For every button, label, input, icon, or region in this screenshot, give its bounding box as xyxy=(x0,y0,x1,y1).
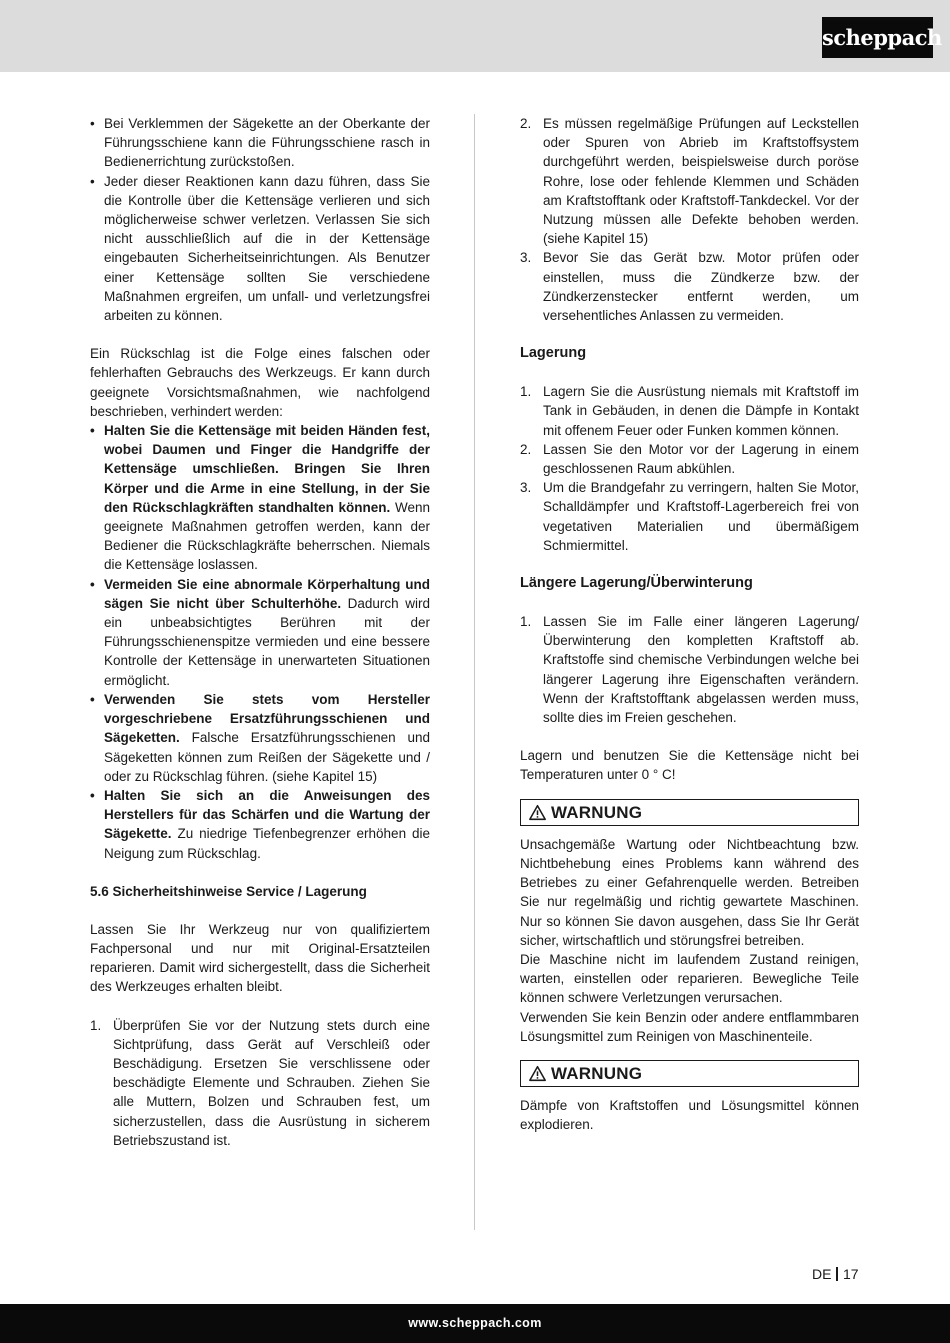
kickback-intro: Ein Rückschlag ist die Folge eines falschen oder fehlerhaften Gebrauchs des Werkzeugs. Er kann durch geeignete Vorsichtsmaßnahmen, wie nachfolgend beschrieben, verhindert werden: xyxy=(90,346,430,419)
warning-box xyxy=(520,1060,859,1087)
warning-text: Verwenden Sie kein Benzin oder andere entflammbaren Lösungsmittel zum Reinigen von Maschinenteile. xyxy=(520,1009,859,1044)
service-list xyxy=(90,1016,430,1150)
kickback-measures-list xyxy=(90,421,430,863)
warning-text: Unsachgemäße Wartung oder Nichtbeachtung bzw. Nichtbehebung eines Problems kann während des Betriebes zu einer Gefahrenquelle werden. Betreiben Sie nur regelmäßig und richtig gewartete Maschinen. Nur so können Sie davon ausgehen, dass Sie Ihr Gerät sicher, wirtschaftlich und störungsfrei betreiben. xyxy=(520,836,859,948)
bullet-text: Wenn geeignete Maßnahmen getroffen werden, kann der Bediener die Rückschlagkräfte beherrschen. Niemals die Kettensäge loslassen. xyxy=(104,499,430,573)
list-item xyxy=(90,1016,430,1150)
warning-text: Die Maschine nicht im laufendem Zustand reinigen, warten, einstellen oder reparieren. Bewegliche Teile können schwere Verletzungen verursachen. xyxy=(520,951,859,1006)
list-item xyxy=(520,114,859,248)
list-item: • Jeder dieser Reaktionen kann dazu führen, dass Sie die Kontrolle über die Kettensäge verlieren und sich möglicherweise schwer verletzen. Verlassen Sie sich nicht ausschließlich auf die in der Kettensäge eingebauten Sicherheitseinrichtungen. Als Benutzer einer Kettensäge sollten Sie verschiedene Maßnahmen ergreifen, um unfall- und verletzungsfrei arbeiten zu können. xyxy=(90,172,430,326)
list-item xyxy=(90,786,430,863)
page-language: DE xyxy=(812,1266,832,1282)
item-number: 1. xyxy=(520,614,532,630)
bullet-text: Falsche Ersatzführungsschienen und Sägeketten können zum Reißen der Sägekette und / oder zu Rückschlag führen. (siehe Kapitel 15) xyxy=(104,730,430,784)
longterm-storage-list xyxy=(520,612,859,727)
list-item xyxy=(520,382,859,440)
bullet-text: Zu niedrige Tiefenbegrenzer erhöhen die Neigung zum Rückschlag. xyxy=(104,826,430,861)
item-number: 3. xyxy=(520,250,532,266)
list-item xyxy=(90,575,430,690)
warning-triangle-icon xyxy=(529,804,546,821)
page-number-separator xyxy=(836,1267,838,1281)
warning-title: WARNUNG xyxy=(551,1063,643,1083)
header-bar xyxy=(0,0,950,72)
page-number-value: 17 xyxy=(842,1266,859,1282)
bullet-text: Dadurch wird ein unbeabsichtigtes Berühren mit der Führungsschienenspitze vermieden und eine bessere Kontrolle der Kettensäge in unerwarteten Situationen ermöglicht. xyxy=(104,595,430,688)
warning-title: WARNUNG xyxy=(551,802,643,822)
section-heading: 5.6 Sicherheitshinweise Service / Lagerung xyxy=(90,883,367,899)
item-number: 1. xyxy=(520,384,532,400)
storage-list xyxy=(520,382,859,555)
list-item: • Bei Verklemmen der Sägekette an der Oberkante der Führungsschiene kann die Führungsschiene rasch in Bedienerrichtung zurückstoßen. xyxy=(90,114,430,172)
item-text: Bevor Sie das Gerät bzw. Motor prüfen oder einstellen, muss die Zündkerze bzw. der Zündkerzenstecker entfernt werden, um versehentliches Anlassen zu vermeiden. xyxy=(543,250,859,324)
item-text: Überprüfen Sie vor der Nutzung stets durch eine Sichtprüfung, dass Gerät auf Verschleiß oder Beschädigung. Ersetzen Sie verschlissene oder beschädigte Elemente und Schrauben. Ziehen Sie alle Muttern, Bolzen und Schrauben fest, um sicherzustellen, dass die Ausrüstung in sicherem Betriebszustand ist. xyxy=(113,1017,430,1148)
list-item xyxy=(90,690,430,786)
footer-url[interactable]: www.scheppach.com xyxy=(408,1316,542,1330)
list-item xyxy=(520,440,859,478)
bullet-bold: Vermeiden Sie eine abnormale Körperhaltung und sägen Sie nicht über Schulterhöhe. xyxy=(104,576,430,611)
list-item xyxy=(520,612,859,727)
footer-bar xyxy=(0,1304,950,1343)
warning-triangle-icon xyxy=(529,1065,546,1082)
bullet-bold: Halten Sie die Kettensäge mit beiden Händen fest, wobei Daumen und Finger die Handgriffe der Kettensäge umschließen. Bringen Sie Ihren Körper und die Arme in eine Stellung, in der Sie den Rückschlagkräften standhalten können. xyxy=(104,423,430,515)
scheppach-logo: scheppach xyxy=(822,17,933,58)
longterm-storage-heading: Längere Lagerung/Überwinterung xyxy=(520,575,753,592)
storage-heading: Lagerung xyxy=(520,345,587,362)
warning-box xyxy=(520,799,859,826)
item-number: 2. xyxy=(520,116,532,131)
item-number: 1. xyxy=(90,1017,102,1033)
item-text: Um die Brandgefahr zu verringern, halten Sie Motor, Schalldämpfer und Kraftstoff-Lagerbereich frei von vegetativen Materialien und übermäßigem Schmiermittel. xyxy=(543,480,859,553)
list-item xyxy=(520,248,859,325)
bullet-bold: Verwenden Sie stets vom Hersteller vorgeschriebene Ersatzführungsschienen und Sägeketten. xyxy=(104,691,430,746)
kickback-causes-list xyxy=(90,114,430,325)
left-column xyxy=(90,114,430,1150)
page-number xyxy=(812,1265,859,1283)
warning-text: Dämpfe von Kraftstoffen und Lösungsmittel können explodieren. xyxy=(520,1097,859,1133)
item-text: Es müssen regelmäßige Prüfungen auf Leckstellen oder Spuren von Abrieb im Kraftstoffsystem durchgeführt werden, beispielsweise durch poröse Rohre, lose oder fehlende Klemmen und Schäden am Kraftstofftank oder Kraftstoff-Tankdeckel. Vor der Nutzung müssen alle Defekte behoben werden. (siehe Kapitel 15) xyxy=(543,116,859,247)
list-item xyxy=(520,478,859,555)
service-list-continued xyxy=(520,114,859,325)
list-item xyxy=(90,421,430,575)
column-divider xyxy=(474,114,475,1230)
item-text: Lagern Sie die Ausrüstung niemals mit Kraftstoff im Tank in Gebäuden, in denen die Dämpfe in Kontakt mit offenem Feuer oder Funken kommen können. xyxy=(543,384,859,438)
item-number: 3. xyxy=(520,480,532,496)
temperature-note: Lagern und benutzen Sie die Kettensäge nicht bei Temperaturen unter 0 ° C! xyxy=(520,748,859,783)
item-number: 2. xyxy=(520,441,532,457)
right-column xyxy=(520,114,859,1134)
service-intro: Lassen Sie Ihr Werkzeug nur von qualifiziertem Fachpersonal und nur mit Original-Ersatzteilen reparieren. Damit wird sichergestellt, dass die Sicherheit des Werkzeuges erhalten bleibt. xyxy=(90,921,430,995)
item-text: Lassen Sie den Motor vor der Lagerung in einem geschlossenen Raum abkühlen. xyxy=(543,441,859,477)
bullet-bold: Halten Sie sich an die Anweisungen des Herstellers für das Schärfen und die Wartung der Sägekette. xyxy=(104,787,430,842)
item-text: Lassen Sie im Falle einer längeren Lagerung/ Überwinterung den kompletten Kraftstoff ab. Kraftstoffe sind chemische Verbindungen welche bei längerer Lagerung ihre Eigenschaften verändern. Wenn der Kraftstofftank abgelassen werden muss, sollte dies im Freien geschehen. xyxy=(543,614,859,726)
